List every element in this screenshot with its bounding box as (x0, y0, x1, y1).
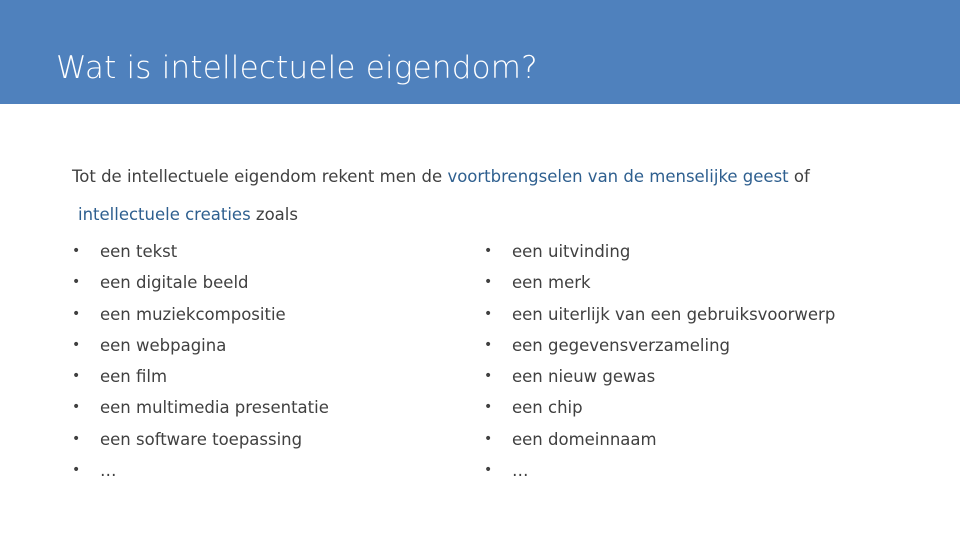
list-item-text: een muziekcompositie (100, 304, 286, 324)
bullet-icon: • (484, 305, 493, 322)
list-item (484, 361, 835, 392)
bullet-icon: • (484, 368, 493, 385)
list-item (72, 330, 329, 361)
bullet-icon: • (484, 462, 493, 479)
list-item (72, 424, 329, 455)
bullet-icon: • (484, 430, 493, 447)
bullet-icon: • (484, 274, 493, 291)
intro-text-1: Tot de intellectuele eigendom rekent men de (72, 167, 448, 186)
list-item (484, 455, 835, 486)
bullet-icon: • (72, 243, 81, 259)
bullet-icon: • (484, 243, 493, 259)
bullet-icon: • (72, 336, 81, 353)
intro-paragraph (72, 158, 902, 234)
list-item-text: een multimedia presentatie (100, 398, 329, 418)
list-item-text: … (100, 461, 117, 481)
intro-line-2 (72, 196, 902, 234)
list-item-text: een software toepassing (100, 429, 303, 449)
list-item (72, 267, 329, 298)
left-bullet-list (72, 236, 329, 486)
bullet-icon: • (484, 336, 493, 353)
bullet-icon: • (72, 368, 81, 385)
list-item-text: een nieuw gewas (512, 367, 656, 387)
intro-text-2: of (788, 167, 810, 186)
list-item (72, 236, 329, 267)
right-bullet-list (484, 236, 835, 486)
bullet-icon: • (72, 274, 81, 291)
intro-text-3: zoals (250, 205, 298, 224)
list-item (484, 299, 835, 330)
list-item-text: een gegevensverzameling (512, 335, 731, 355)
list-item (484, 424, 835, 455)
list-item (484, 267, 835, 298)
list-item-text: een uitvinding (512, 242, 631, 261)
bullet-icon: • (72, 430, 81, 447)
bullet-icon: • (72, 462, 81, 479)
bullet-icon: • (72, 305, 81, 322)
list-item-text: een domeinnaam (512, 429, 657, 449)
list-item-text: een merk (512, 273, 591, 293)
list-item-text: een tekst (100, 242, 178, 261)
list-item-text: een chip (512, 398, 583, 418)
intro-accent-1: voortbrengselen van de menselijke geest (447, 167, 789, 186)
list-item (72, 361, 329, 392)
list-item-text: een webpagina (100, 335, 227, 355)
intro-line-1 (72, 158, 902, 196)
list-item-text: een film (100, 367, 168, 387)
bullet-icon: • (484, 399, 493, 416)
list-item (72, 392, 329, 423)
list-item (72, 455, 329, 486)
list-item (484, 330, 835, 361)
list-item (484, 392, 835, 423)
slide-title: Wat is intellectuele eigendom? (56, 50, 538, 86)
list-item (484, 236, 835, 267)
bullet-icon: • (72, 399, 81, 416)
list-item-text: een uiterlijk van een gebruiksvoorwerp (512, 304, 836, 324)
list-item (72, 299, 329, 330)
intro-accent-2: intellectuele creaties (78, 205, 251, 224)
list-item-text: … (512, 461, 529, 481)
list-item-text: een digitale beeld (100, 273, 249, 293)
